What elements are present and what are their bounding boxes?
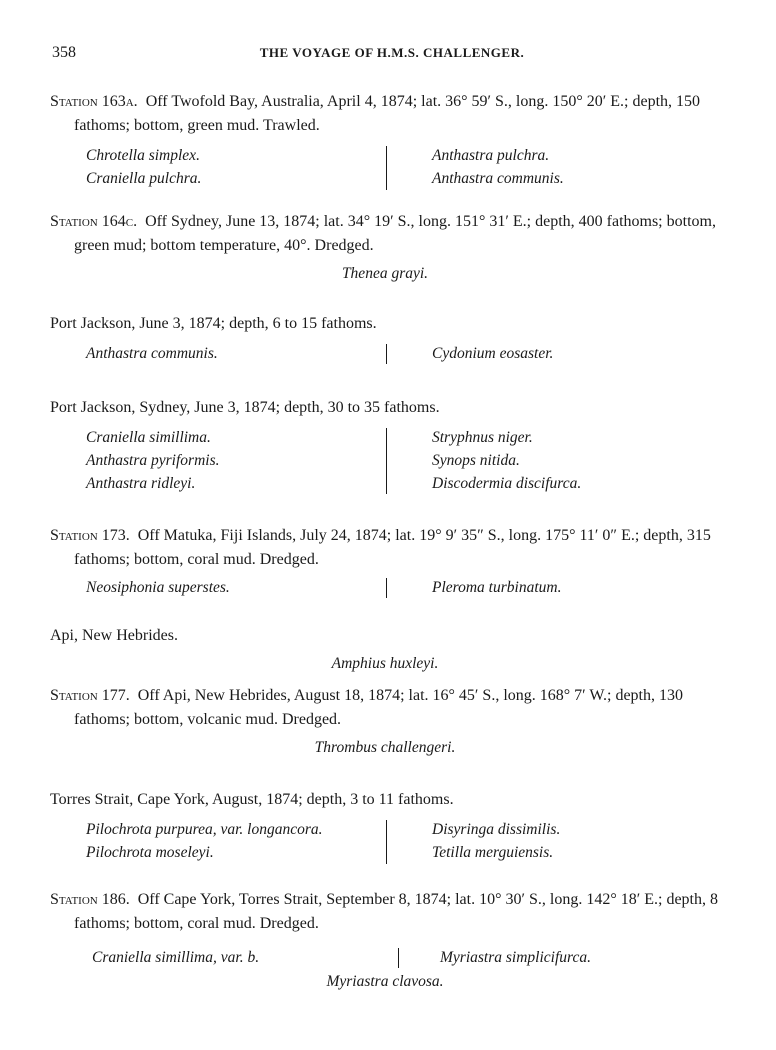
species-name: Craniella simillima, var. b.: [92, 949, 260, 966]
species-name: Neosiphonia superstes.: [86, 579, 230, 596]
running-title: THE VOYAGE OF H.M.S. CHALLENGER.: [259, 45, 525, 60]
species-name: Anthastra ridleyi.: [86, 475, 196, 492]
species-name: Pleroma turbinatum.: [432, 579, 562, 596]
port-jackson-entry: [50, 312, 740, 366]
species-name: Chrotella simplex.: [86, 147, 200, 164]
torres-strait-entry: [50, 788, 740, 866]
station-text: Off Twofold Bay, Australia, April 4, 1874; lat. 36° 59′ S., long. 150° 20′ E.; depth, 150 fathoms; bottom, green mud. Trawled.: [74, 93, 701, 134]
species-grid: [50, 576, 740, 600]
species-name: Stryphnus niger.: [432, 429, 533, 446]
species-grid: [50, 946, 740, 970]
species-column-left: [86, 576, 230, 599]
species-column-right: [432, 818, 560, 864]
station-173: [50, 524, 740, 600]
port-jackson-sydney-entry: [50, 396, 740, 496]
station-heading: [50, 524, 740, 572]
species-grid: [50, 144, 740, 192]
species-name-centered: Thenea grayi.: [341, 265, 429, 282]
column-divider: [386, 146, 387, 190]
species-name: Tetilla merguiensis.: [432, 844, 554, 861]
station-177: [50, 684, 740, 759]
station-label: Station 173.: [50, 527, 130, 544]
column-divider: [398, 948, 399, 968]
station-text: Off Api, New Hebrides, August 18, 1874; lat. 16° 45′ S., long. 168° 7′ W.; depth, 130 fathoms; bottom, volcanic mud. Dredged.: [74, 687, 683, 728]
column-divider: [386, 820, 387, 864]
station-heading: [50, 210, 740, 258]
species-grid: [50, 818, 740, 866]
station-heading: [50, 684, 740, 732]
api-entry: [50, 624, 740, 675]
species-name-centered: Myriastra clavosa.: [326, 973, 444, 990]
species-column-left: [86, 426, 219, 495]
species-name: Synops nitida.: [432, 452, 520, 469]
species-name: Craniella simillima.: [86, 429, 211, 446]
locality-heading: Torres Strait, Cape York, August, 1874; depth, 3 to 11 fathoms.: [50, 791, 454, 808]
station-163a: [50, 90, 740, 192]
station-text: Off Cape York, Torres Strait, September 8, 1874; lat. 10° 30′ S., long. 142° 18′ E.; depth, 8 fathoms; bottom, coral mud. Dredged.: [74, 891, 718, 932]
locality-heading: Api, New Hebrides.: [50, 627, 178, 644]
species-name: Cydonium eosaster.: [432, 345, 554, 362]
species-name: Myriastra simplicifurca.: [440, 949, 591, 966]
species-column-left: [86, 342, 218, 365]
species-name: Pilochrota moseleyi.: [86, 844, 214, 861]
page-number: 358: [52, 44, 76, 61]
species-name: Craniella pulchra.: [86, 170, 202, 187]
species-name: Anthastra pulchra.: [432, 147, 550, 164]
station-186: [50, 888, 740, 993]
station-label: Station 163a.: [50, 93, 138, 110]
station-heading: [50, 90, 740, 138]
column-divider: [386, 578, 387, 598]
station-heading: [50, 888, 740, 936]
species-column-right: [432, 426, 581, 495]
locality-heading: Port Jackson, June 3, 1874; depth, 6 to 15 fathoms.: [50, 315, 377, 332]
species-name-centered: Thrombus challengeri.: [314, 739, 456, 756]
species-column-left: [92, 946, 259, 969]
species-column-left: [86, 818, 323, 864]
column-divider: [386, 428, 387, 494]
species-column-right: [432, 144, 564, 190]
species-grid: [50, 426, 740, 496]
station-label: Station 177.: [50, 687, 130, 704]
species-column-right: [432, 576, 561, 599]
species-name: Anthastra communis.: [86, 345, 218, 362]
station-label: Station 186.: [50, 891, 130, 908]
station-164c: [50, 210, 740, 285]
station-label: Station 164c.: [50, 213, 138, 230]
species-column-left: [86, 144, 201, 190]
station-text: Off Matuka, Fiji Islands, July 24, 1874; lat. 19° 9′ 35″ S., long. 175° 11′ 0″ E.; depth, 315 fathoms; bottom, coral mud. Dredged.: [74, 527, 711, 568]
species-grid: [50, 342, 740, 366]
species-name: Pilochrota purpurea, var. longancora.: [86, 821, 323, 838]
locality-heading: Port Jackson, Sydney, June 3, 1874; depth, 30 to 35 fathoms.: [50, 399, 440, 416]
column-divider: [386, 344, 387, 364]
species-name: Anthastra pyriformis.: [86, 452, 220, 469]
species-name: Disyringa dissimilis.: [432, 821, 561, 838]
station-text: Off Sydney, June 13, 1874; lat. 34° 19′ S., long. 151° 31′ E.; depth, 400 fathoms; bottom, green mud; bottom temperature, 40°. Dredged.: [74, 213, 716, 254]
species-name: Discodermia discifurca.: [432, 475, 582, 492]
species-name: Anthastra communis.: [432, 170, 564, 187]
page-header: [52, 44, 732, 66]
species-column-right: [432, 342, 553, 365]
species-name-centered: Amphius huxleyi.: [331, 655, 439, 672]
species-column-right: [440, 946, 591, 969]
